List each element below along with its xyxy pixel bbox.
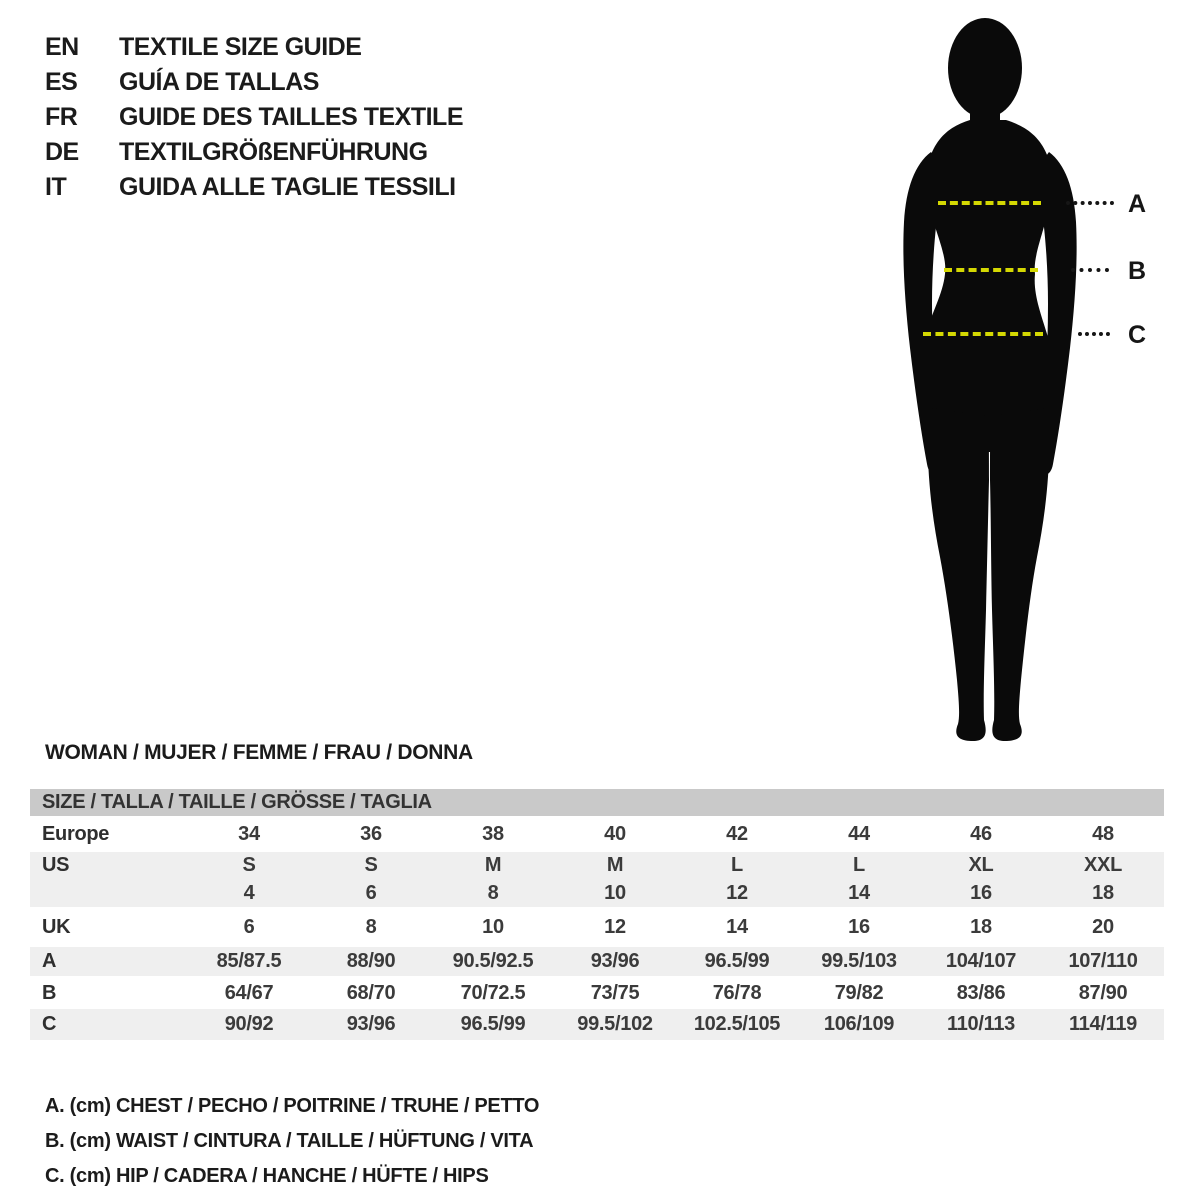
guide-title: TEXTILE SIZE GUIDE	[119, 33, 362, 61]
marker-label-c: C	[1128, 321, 1147, 349]
table-cell: L	[676, 852, 798, 879]
table-cell: 104/107	[920, 947, 1042, 977]
table-row-us	[30, 852, 1164, 879]
table-cell: 38	[482, 822, 504, 845]
chest-leader-dots	[1066, 201, 1114, 205]
table-cell: 14	[726, 915, 748, 938]
table-cell: 99.5/103	[798, 947, 920, 977]
marker-label-b: B	[1128, 257, 1147, 285]
table-cell: 110/113	[920, 1009, 1042, 1040]
table-row-hip	[30, 1009, 1164, 1040]
table-cell: 83/86	[956, 982, 1006, 1005]
table-cell: 4	[188, 879, 310, 907]
waist-measure-dash	[944, 268, 1038, 272]
table-cell: 40	[604, 822, 626, 845]
table-cell: 42	[726, 822, 748, 845]
table-cell: 16	[920, 879, 1042, 907]
legend-waist: B. (cm) WAIST / CINTURA / TAILLE / HÜFTUNG / VITA	[45, 1130, 534, 1152]
table-cell: 70/72.5	[460, 982, 526, 1005]
size-table	[30, 789, 1164, 1040]
table-cell: 102.5/105	[676, 1009, 798, 1040]
table-cell: 76/78	[712, 982, 762, 1005]
measurement-legend	[45, 1089, 539, 1194]
table-cell: 96.5/99	[676, 947, 798, 977]
table-cell: S	[310, 852, 432, 879]
row-label: Europe	[42, 822, 110, 845]
table-cell: 34	[238, 822, 260, 845]
language-row-fr	[45, 100, 463, 135]
guide-title: TEXTILGRÖßENFÜHRUNG	[119, 138, 428, 166]
language-code: ES	[45, 68, 78, 96]
table-header-row	[30, 789, 1164, 816]
woman-silhouette-icon	[895, 12, 1105, 742]
row-label: US	[30, 852, 188, 879]
language-title-list	[45, 30, 463, 205]
table-cell: 12	[676, 879, 798, 907]
table-cell: 96.5/99	[432, 1009, 554, 1040]
table-row-waist	[30, 977, 1164, 1009]
table-cell: 85/87.5	[188, 947, 310, 977]
section-title: WOMAN / MUJER / FEMME / FRAU / DONNA	[45, 741, 473, 764]
table-row-europe	[30, 816, 1164, 852]
table-cell: M	[432, 852, 554, 879]
table-header: SIZE / TALLA / TAILLE / GRÖSSE / TAGLIA	[30, 789, 1164, 816]
row-label	[30, 879, 188, 907]
table-cell: 48	[1092, 822, 1114, 845]
table-cell: S	[188, 852, 310, 879]
table-cell: 10	[554, 879, 676, 907]
table-cell: 36	[360, 822, 382, 845]
table-cell: 79/82	[834, 982, 884, 1005]
table-cell: 73/75	[590, 982, 640, 1005]
row-label: A	[30, 947, 188, 977]
row-label: C	[30, 1009, 188, 1040]
table-cell: 20	[1092, 915, 1114, 938]
table-cell: 8	[365, 915, 377, 938]
table-cell: 6	[310, 879, 432, 907]
waist-leader-dots	[1071, 268, 1109, 272]
table-cell: 16	[848, 915, 870, 938]
table-cell: 44	[848, 822, 870, 845]
table-cell: 68/70	[346, 982, 396, 1005]
table-row-uk	[30, 907, 1164, 947]
language-row-de	[45, 135, 463, 170]
marker-label-a: A	[1128, 190, 1147, 218]
table-cell: 14	[798, 879, 920, 907]
table-cell: 93/96	[554, 947, 676, 977]
table-cell: 114/119	[1042, 1009, 1164, 1040]
language-code: EN	[45, 33, 79, 61]
table-cell: 88/90	[310, 947, 432, 977]
table-cell: 46	[970, 822, 992, 845]
table-cell: 12	[604, 915, 626, 938]
table-cell: 8	[432, 879, 554, 907]
table-cell: XL	[920, 852, 1042, 879]
table-cell: 18	[970, 915, 992, 938]
table-cell: 64/67	[224, 982, 274, 1005]
table-cell: L	[798, 852, 920, 879]
guide-title: GUIDE DES TAILLES TEXTILE	[119, 103, 464, 131]
chest-measure-dash	[938, 201, 1041, 205]
row-label: B	[42, 982, 57, 1005]
table-cell: 106/109	[798, 1009, 920, 1040]
hip-measure-dash	[923, 332, 1043, 336]
table-row-chest	[30, 947, 1164, 977]
table-row-us-numeric	[30, 879, 1164, 907]
table-cell: 107/110	[1042, 947, 1164, 977]
hip-leader-dots	[1078, 332, 1110, 336]
legend-chest: A. (cm) CHEST / PECHO / POITRINE / TRUHE / PETTO	[45, 1095, 540, 1117]
row-label: UK	[42, 915, 71, 938]
language-row-es	[45, 65, 463, 100]
language-code: DE	[45, 138, 79, 166]
table-cell: 93/96	[310, 1009, 432, 1040]
table-cell: 90.5/92.5	[432, 947, 554, 977]
table-cell: 6	[243, 915, 255, 938]
guide-title: GUIDA ALLE TAGLIE TESSILI	[119, 173, 456, 201]
guide-title: GUÍA DE TALLAS	[119, 68, 319, 96]
table-cell: M	[554, 852, 676, 879]
woman-silhouette-figure	[895, 12, 1105, 742]
table-cell: 18	[1042, 879, 1164, 907]
language-code: IT	[45, 173, 67, 201]
language-row-en	[45, 30, 463, 65]
legend-hip: C. (cm) HIP / CADERA / HANCHE / HÜFTE / HIPS	[45, 1165, 489, 1187]
table-cell: 90/92	[188, 1009, 310, 1040]
table-cell: XXL	[1042, 852, 1164, 879]
language-code: FR	[45, 103, 78, 131]
language-row-it	[45, 170, 463, 205]
table-cell: 87/90	[1078, 982, 1128, 1005]
table-cell: 99.5/102	[554, 1009, 676, 1040]
table-cell: 10	[482, 915, 504, 938]
